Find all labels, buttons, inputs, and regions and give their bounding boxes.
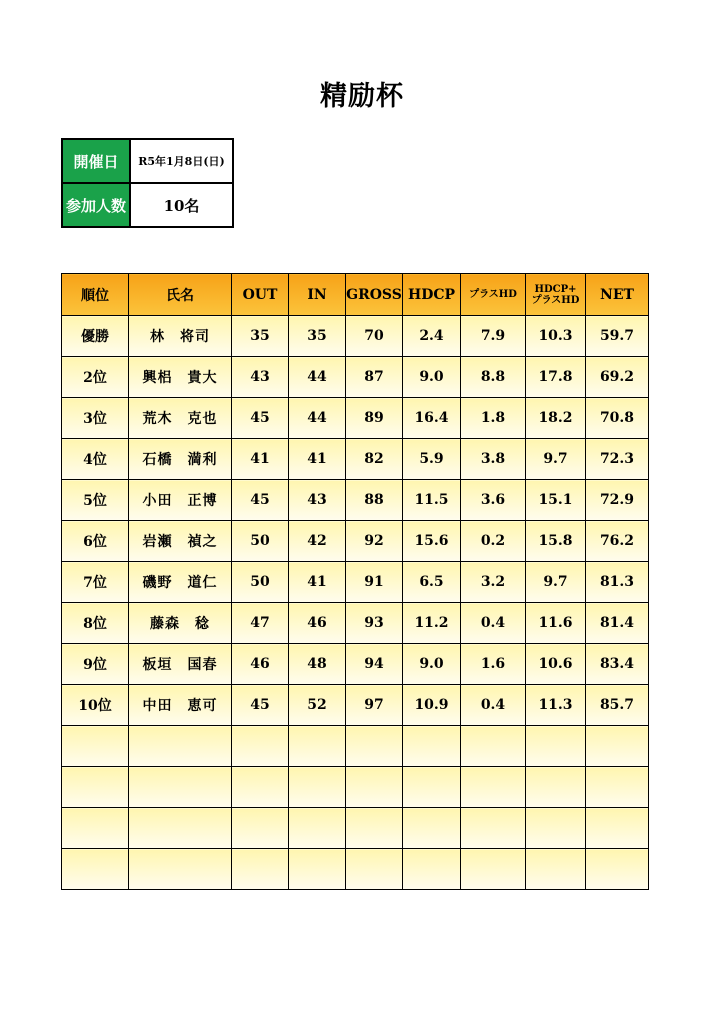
rank-cell: 3位 bbox=[62, 398, 129, 439]
out-cell: 45 bbox=[232, 685, 289, 726]
plus-hd-cell: 1.8 bbox=[461, 398, 526, 439]
in-cell: 52 bbox=[289, 685, 346, 726]
hdcp-cell bbox=[403, 808, 461, 849]
net-cell bbox=[586, 849, 649, 890]
in-cell: 41 bbox=[289, 439, 346, 480]
hdcp-plus-cell bbox=[526, 726, 586, 767]
gross-cell: 82 bbox=[346, 439, 403, 480]
plus-hd-cell bbox=[461, 808, 526, 849]
hdcp-cell: 16.4 bbox=[403, 398, 461, 439]
rank-cell bbox=[62, 849, 129, 890]
table-row bbox=[62, 808, 649, 849]
name-cell: 岩瀬 禎之 bbox=[129, 521, 232, 562]
plus-hd-cell: 0.4 bbox=[461, 603, 526, 644]
header-name: 氏名 bbox=[129, 274, 232, 316]
header-out: OUT bbox=[232, 274, 289, 316]
in-cell: 35 bbox=[289, 316, 346, 357]
net-cell: 76.2 bbox=[586, 521, 649, 562]
net-cell bbox=[586, 808, 649, 849]
in-cell: 46 bbox=[289, 603, 346, 644]
net-cell: 81.3 bbox=[586, 562, 649, 603]
name-cell bbox=[129, 808, 232, 849]
in-cell bbox=[289, 808, 346, 849]
header-hdcp-plus bbox=[526, 274, 586, 316]
net-cell bbox=[586, 767, 649, 808]
rank-cell: 9位 bbox=[62, 644, 129, 685]
table-row bbox=[62, 603, 649, 644]
name-cell bbox=[129, 767, 232, 808]
out-cell bbox=[232, 849, 289, 890]
in-cell: 44 bbox=[289, 398, 346, 439]
table-row bbox=[62, 685, 649, 726]
rank-cell bbox=[62, 767, 129, 808]
net-cell: 81.4 bbox=[586, 603, 649, 644]
in-cell: 42 bbox=[289, 521, 346, 562]
header-net: NET bbox=[586, 274, 649, 316]
header-plus-hd: プラスHD bbox=[461, 274, 526, 316]
rank-cell: 6位 bbox=[62, 521, 129, 562]
table-row bbox=[62, 521, 649, 562]
name-cell: 林 将司 bbox=[129, 316, 232, 357]
plus-hd-cell bbox=[461, 726, 526, 767]
rank-cell bbox=[62, 808, 129, 849]
hdcp-plus-cell: 15.8 bbox=[526, 521, 586, 562]
results-table bbox=[61, 273, 649, 890]
table-row bbox=[62, 849, 649, 890]
hdcp-cell: 11.5 bbox=[403, 480, 461, 521]
gross-cell bbox=[346, 808, 403, 849]
hdcp-cell: 9.0 bbox=[403, 644, 461, 685]
rank-cell: 7位 bbox=[62, 562, 129, 603]
out-cell: 45 bbox=[232, 480, 289, 521]
plus-hd-cell bbox=[461, 849, 526, 890]
hdcp-plus-cell: 9.7 bbox=[526, 439, 586, 480]
out-cell: 45 bbox=[232, 398, 289, 439]
rank-cell: 2位 bbox=[62, 357, 129, 398]
participants-value: 10名 bbox=[130, 183, 233, 227]
plus-hd-cell: 1.6 bbox=[461, 644, 526, 685]
net-cell: 85.7 bbox=[586, 685, 649, 726]
in-cell: 43 bbox=[289, 480, 346, 521]
name-cell: 板垣 国春 bbox=[129, 644, 232, 685]
header-hdcp: HDCP bbox=[403, 274, 461, 316]
name-cell: 藤森 稔 bbox=[129, 603, 232, 644]
hdcp-plus-cell: 9.7 bbox=[526, 562, 586, 603]
gross-cell: 87 bbox=[346, 357, 403, 398]
out-cell bbox=[232, 767, 289, 808]
hdcp-cell: 2.4 bbox=[403, 316, 461, 357]
gross-cell: 88 bbox=[346, 480, 403, 521]
gross-cell bbox=[346, 726, 403, 767]
out-cell: 50 bbox=[232, 521, 289, 562]
plus-hd-cell bbox=[461, 767, 526, 808]
net-cell: 59.7 bbox=[586, 316, 649, 357]
header-gross: GROSS bbox=[346, 274, 403, 316]
header-rank: 順位 bbox=[62, 274, 129, 316]
rank-cell: 4位 bbox=[62, 439, 129, 480]
hdcp-cell bbox=[403, 767, 461, 808]
gross-cell: 94 bbox=[346, 644, 403, 685]
out-cell bbox=[232, 726, 289, 767]
rank-cell: 5位 bbox=[62, 480, 129, 521]
net-cell: 72.3 bbox=[586, 439, 649, 480]
in-cell bbox=[289, 767, 346, 808]
name-cell bbox=[129, 726, 232, 767]
out-cell: 43 bbox=[232, 357, 289, 398]
table-row bbox=[62, 726, 649, 767]
hdcp-plus-cell: 10.3 bbox=[526, 316, 586, 357]
plus-hd-cell: 0.4 bbox=[461, 685, 526, 726]
header-in: IN bbox=[289, 274, 346, 316]
in-cell bbox=[289, 726, 346, 767]
hdcp-cell: 6.5 bbox=[403, 562, 461, 603]
rank-cell bbox=[62, 726, 129, 767]
rank-cell: 8位 bbox=[62, 603, 129, 644]
hdcp-plus-cell bbox=[526, 767, 586, 808]
out-cell: 35 bbox=[232, 316, 289, 357]
hdcp-plus-cell: 17.8 bbox=[526, 357, 586, 398]
out-cell: 50 bbox=[232, 562, 289, 603]
plus-hd-cell: 7.9 bbox=[461, 316, 526, 357]
plus-hd-cell: 3.2 bbox=[461, 562, 526, 603]
out-cell: 46 bbox=[232, 644, 289, 685]
gross-cell bbox=[346, 849, 403, 890]
gross-cell: 97 bbox=[346, 685, 403, 726]
table-row bbox=[62, 316, 649, 357]
table-row bbox=[62, 439, 649, 480]
in-cell: 41 bbox=[289, 562, 346, 603]
name-cell: 興梠 貴大 bbox=[129, 357, 232, 398]
plus-hd-cell: 8.8 bbox=[461, 357, 526, 398]
rank-cell: 優勝 bbox=[62, 316, 129, 357]
net-cell: 83.4 bbox=[586, 644, 649, 685]
gross-cell: 93 bbox=[346, 603, 403, 644]
net-cell: 70.8 bbox=[586, 398, 649, 439]
table-row bbox=[62, 767, 649, 808]
participants-row bbox=[62, 183, 233, 227]
hdcp-cell: 11.2 bbox=[403, 603, 461, 644]
page-title: 精励杯 bbox=[320, 81, 404, 112]
gross-cell: 92 bbox=[346, 521, 403, 562]
hdcp-cell bbox=[403, 849, 461, 890]
hdcp-plus-cell: 18.2 bbox=[526, 398, 586, 439]
plus-hd-cell: 3.8 bbox=[461, 439, 526, 480]
date-row bbox=[62, 139, 233, 183]
plus-hd-cell: 3.6 bbox=[461, 480, 526, 521]
name-cell: 石橋 満利 bbox=[129, 439, 232, 480]
hdcp-plus-cell bbox=[526, 849, 586, 890]
net-cell: 72.9 bbox=[586, 480, 649, 521]
gross-cell: 70 bbox=[346, 316, 403, 357]
hdcp-cell: 9.0 bbox=[403, 357, 461, 398]
table-row bbox=[62, 357, 649, 398]
date-value: R5年1月8日(日) bbox=[130, 139, 233, 183]
gross-cell bbox=[346, 767, 403, 808]
name-cell: 荒木 克也 bbox=[129, 398, 232, 439]
table-row bbox=[62, 480, 649, 521]
hdcp-cell: 10.9 bbox=[403, 685, 461, 726]
in-cell: 44 bbox=[289, 357, 346, 398]
gross-cell: 89 bbox=[346, 398, 403, 439]
header-hdcp-plus-line2: プラスHD bbox=[531, 294, 580, 306]
name-cell: 中田 恵可 bbox=[129, 685, 232, 726]
name-cell: 小田 正博 bbox=[129, 480, 232, 521]
net-cell: 69.2 bbox=[586, 357, 649, 398]
hdcp-cell: 5.9 bbox=[403, 439, 461, 480]
name-cell: 磯野 道仁 bbox=[129, 562, 232, 603]
participants-label: 参加人数 bbox=[62, 183, 130, 227]
results-body bbox=[62, 316, 649, 890]
plus-hd-cell: 0.2 bbox=[461, 521, 526, 562]
hdcp-cell bbox=[403, 726, 461, 767]
hdcp-plus-cell bbox=[526, 808, 586, 849]
hdcp-cell: 15.6 bbox=[403, 521, 461, 562]
name-cell bbox=[129, 849, 232, 890]
event-info-table bbox=[61, 138, 234, 228]
header-hdcp-plus-line1: HDCP+ bbox=[534, 283, 577, 295]
table-row bbox=[62, 562, 649, 603]
rank-cell: 10位 bbox=[62, 685, 129, 726]
date-label: 開催日 bbox=[62, 139, 130, 183]
out-cell: 47 bbox=[232, 603, 289, 644]
hdcp-plus-cell: 15.1 bbox=[526, 480, 586, 521]
out-cell: 41 bbox=[232, 439, 289, 480]
net-cell bbox=[586, 726, 649, 767]
hdcp-plus-cell: 11.6 bbox=[526, 603, 586, 644]
hdcp-plus-cell: 10.6 bbox=[526, 644, 586, 685]
hdcp-plus-cell: 11.3 bbox=[526, 685, 586, 726]
table-row bbox=[62, 398, 649, 439]
in-cell bbox=[289, 849, 346, 890]
gross-cell: 91 bbox=[346, 562, 403, 603]
in-cell: 48 bbox=[289, 644, 346, 685]
header-row bbox=[62, 274, 649, 316]
out-cell bbox=[232, 808, 289, 849]
table-row bbox=[62, 644, 649, 685]
